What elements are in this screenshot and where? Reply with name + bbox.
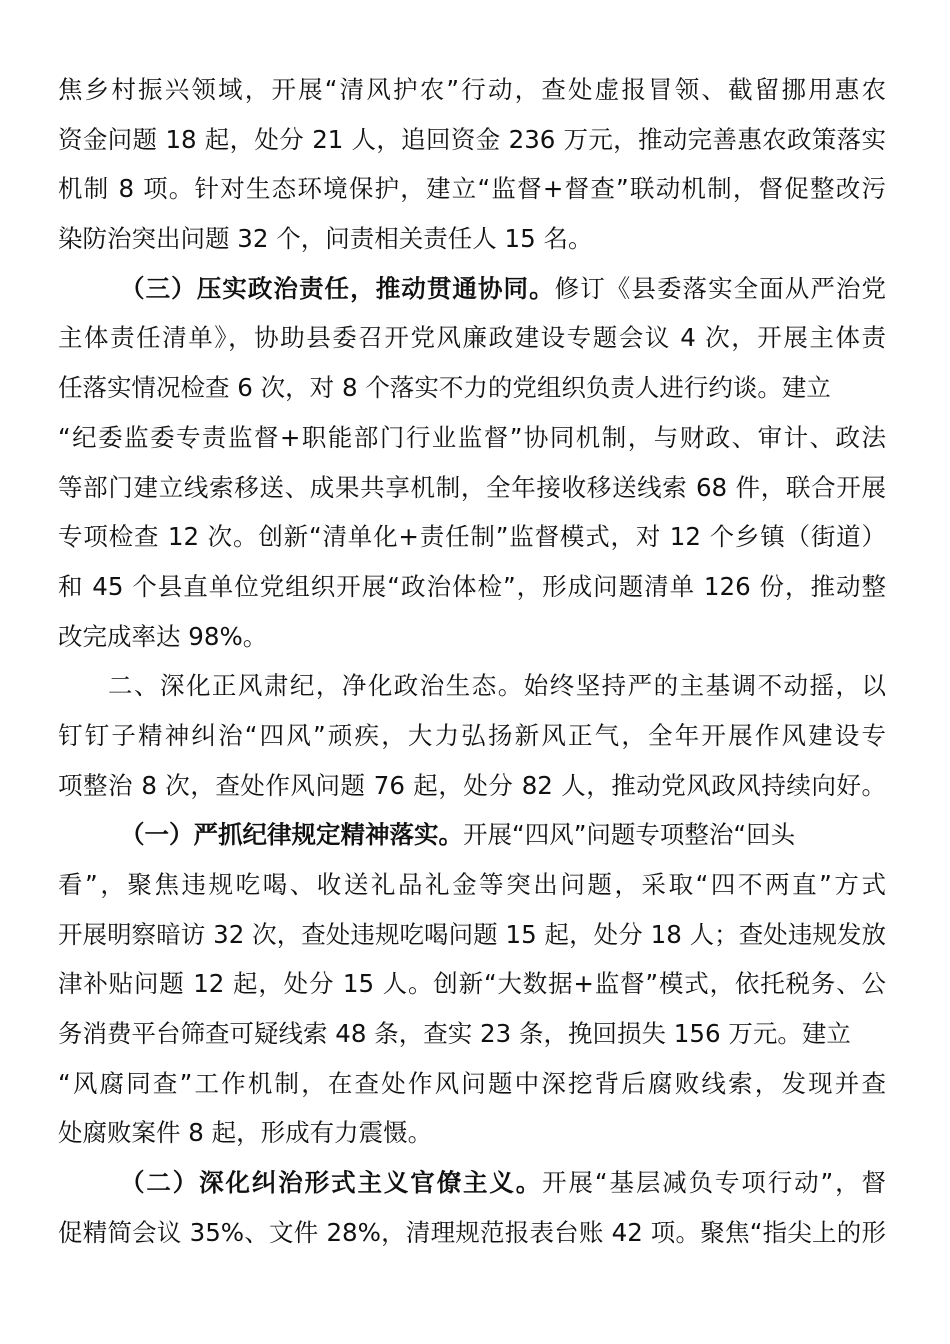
paragraph-discipline bbox=[58, 810, 886, 1158]
section-heading: （二）深化纠治形式主义官僚主义。 bbox=[120, 1168, 543, 1198]
paragraph-rural-ecology bbox=[58, 65, 886, 264]
text-line: 焦乡村振兴领域，开展“清风护农”行动，查处虚报冒领、截留挪用惠农 bbox=[58, 75, 886, 104]
text-line: 开展明察暗访 32 次，查处违规吃喝问题 15 起，处分 18 人；查处违规发放 bbox=[58, 919, 886, 949]
text-line bbox=[58, 264, 886, 314]
text-line: “纪委监委专责监督+职能部门行业监督”协同机制，与财政、审计、政法 bbox=[58, 422, 886, 452]
text-line: 处腐败案件 8 起，形成有力震慑。 bbox=[58, 1118, 433, 1148]
paragraph-formalism bbox=[58, 1158, 886, 1257]
text-line bbox=[58, 810, 886, 860]
text-line: 任落实情况检查 6 次，对 8 个落实不力的党组织负责人进行约谈。建立 bbox=[58, 373, 831, 403]
text-line: 项整治 8 次，查处作风问题 76 起，处分 82 人，推动党风政风持续向好。 bbox=[58, 770, 886, 800]
text-line: 和 45 个县直单位党组织开展“政治体检”，形成问题清单 126 份，推动整 bbox=[58, 571, 886, 601]
text-run: 修订《县委落实全面从严治党 bbox=[554, 273, 886, 303]
text-run: 开展“四风”问题专项整治“回头 bbox=[463, 820, 796, 850]
document-page bbox=[58, 65, 886, 1258]
text-line: 主体责任清单》，协助县委召开党风廉政建设专题会议 4 次，开展主体责 bbox=[58, 323, 886, 353]
text-line bbox=[58, 1158, 886, 1208]
text-run: 开展“基层减负专项行动”，督 bbox=[542, 1168, 887, 1198]
text-line: 津补贴问题 12 起，处分 15 人。创新“大数据+监督”模式，依托税务、公 bbox=[58, 969, 886, 999]
text-line: 促精简会议 35%、文件 28%，清理规范报表台账 42 项。聚焦“指尖上的形 bbox=[58, 1217, 886, 1247]
paragraph-section-two bbox=[58, 661, 886, 810]
text-line: 改完成率达 98%。 bbox=[58, 621, 268, 651]
text-line: 机制 8 项。针对生态环境保护，建立“监督+督查”联动机制，督促整改污 bbox=[58, 174, 886, 204]
section-title-line: 二、深化正风肃纪，净化政治生态。始终坚持严的主基调不动摇，以 bbox=[108, 671, 886, 701]
section-heading: （一）严抓纪律规定精神落实。 bbox=[120, 820, 463, 850]
text-line: 资金问题 18 起，处分 21 人，追回资金 236 万元，推动完善惠农政策落实 bbox=[58, 124, 886, 154]
text-line: 专项检查 12 次。创新“清单化+责任制”监督模式，对 12 个乡镇（街道） bbox=[58, 522, 886, 552]
text-line: 钉钉子精神纠治“四风”顽疾，大力弘扬新风正气，全年开展作风建设专 bbox=[58, 720, 886, 750]
text-line: 务消费平台筛查可疑线索 48 条，查实 23 条，挽回损失 156 万元。建立 bbox=[58, 1019, 851, 1049]
text-line: 染防治突出问题 32 个，问责相关责任人 15 名。 bbox=[58, 224, 593, 254]
text-line: 等部门建立线索移送、成果共享机制，全年接收移送线索 68 件，联合开展 bbox=[58, 472, 886, 502]
text-line: “风腐同查”工作机制，在查处作风问题中深挖背后腐败线索，发现并查 bbox=[58, 1068, 886, 1098]
text-line: 看”，聚焦违规吃喝、收送礼品礼金等突出问题，采取“四不两直”方式 bbox=[58, 870, 886, 899]
paragraph-political-responsibility bbox=[58, 264, 886, 662]
section-heading: （三）压实政治责任，推动贯通协同。 bbox=[120, 273, 555, 303]
